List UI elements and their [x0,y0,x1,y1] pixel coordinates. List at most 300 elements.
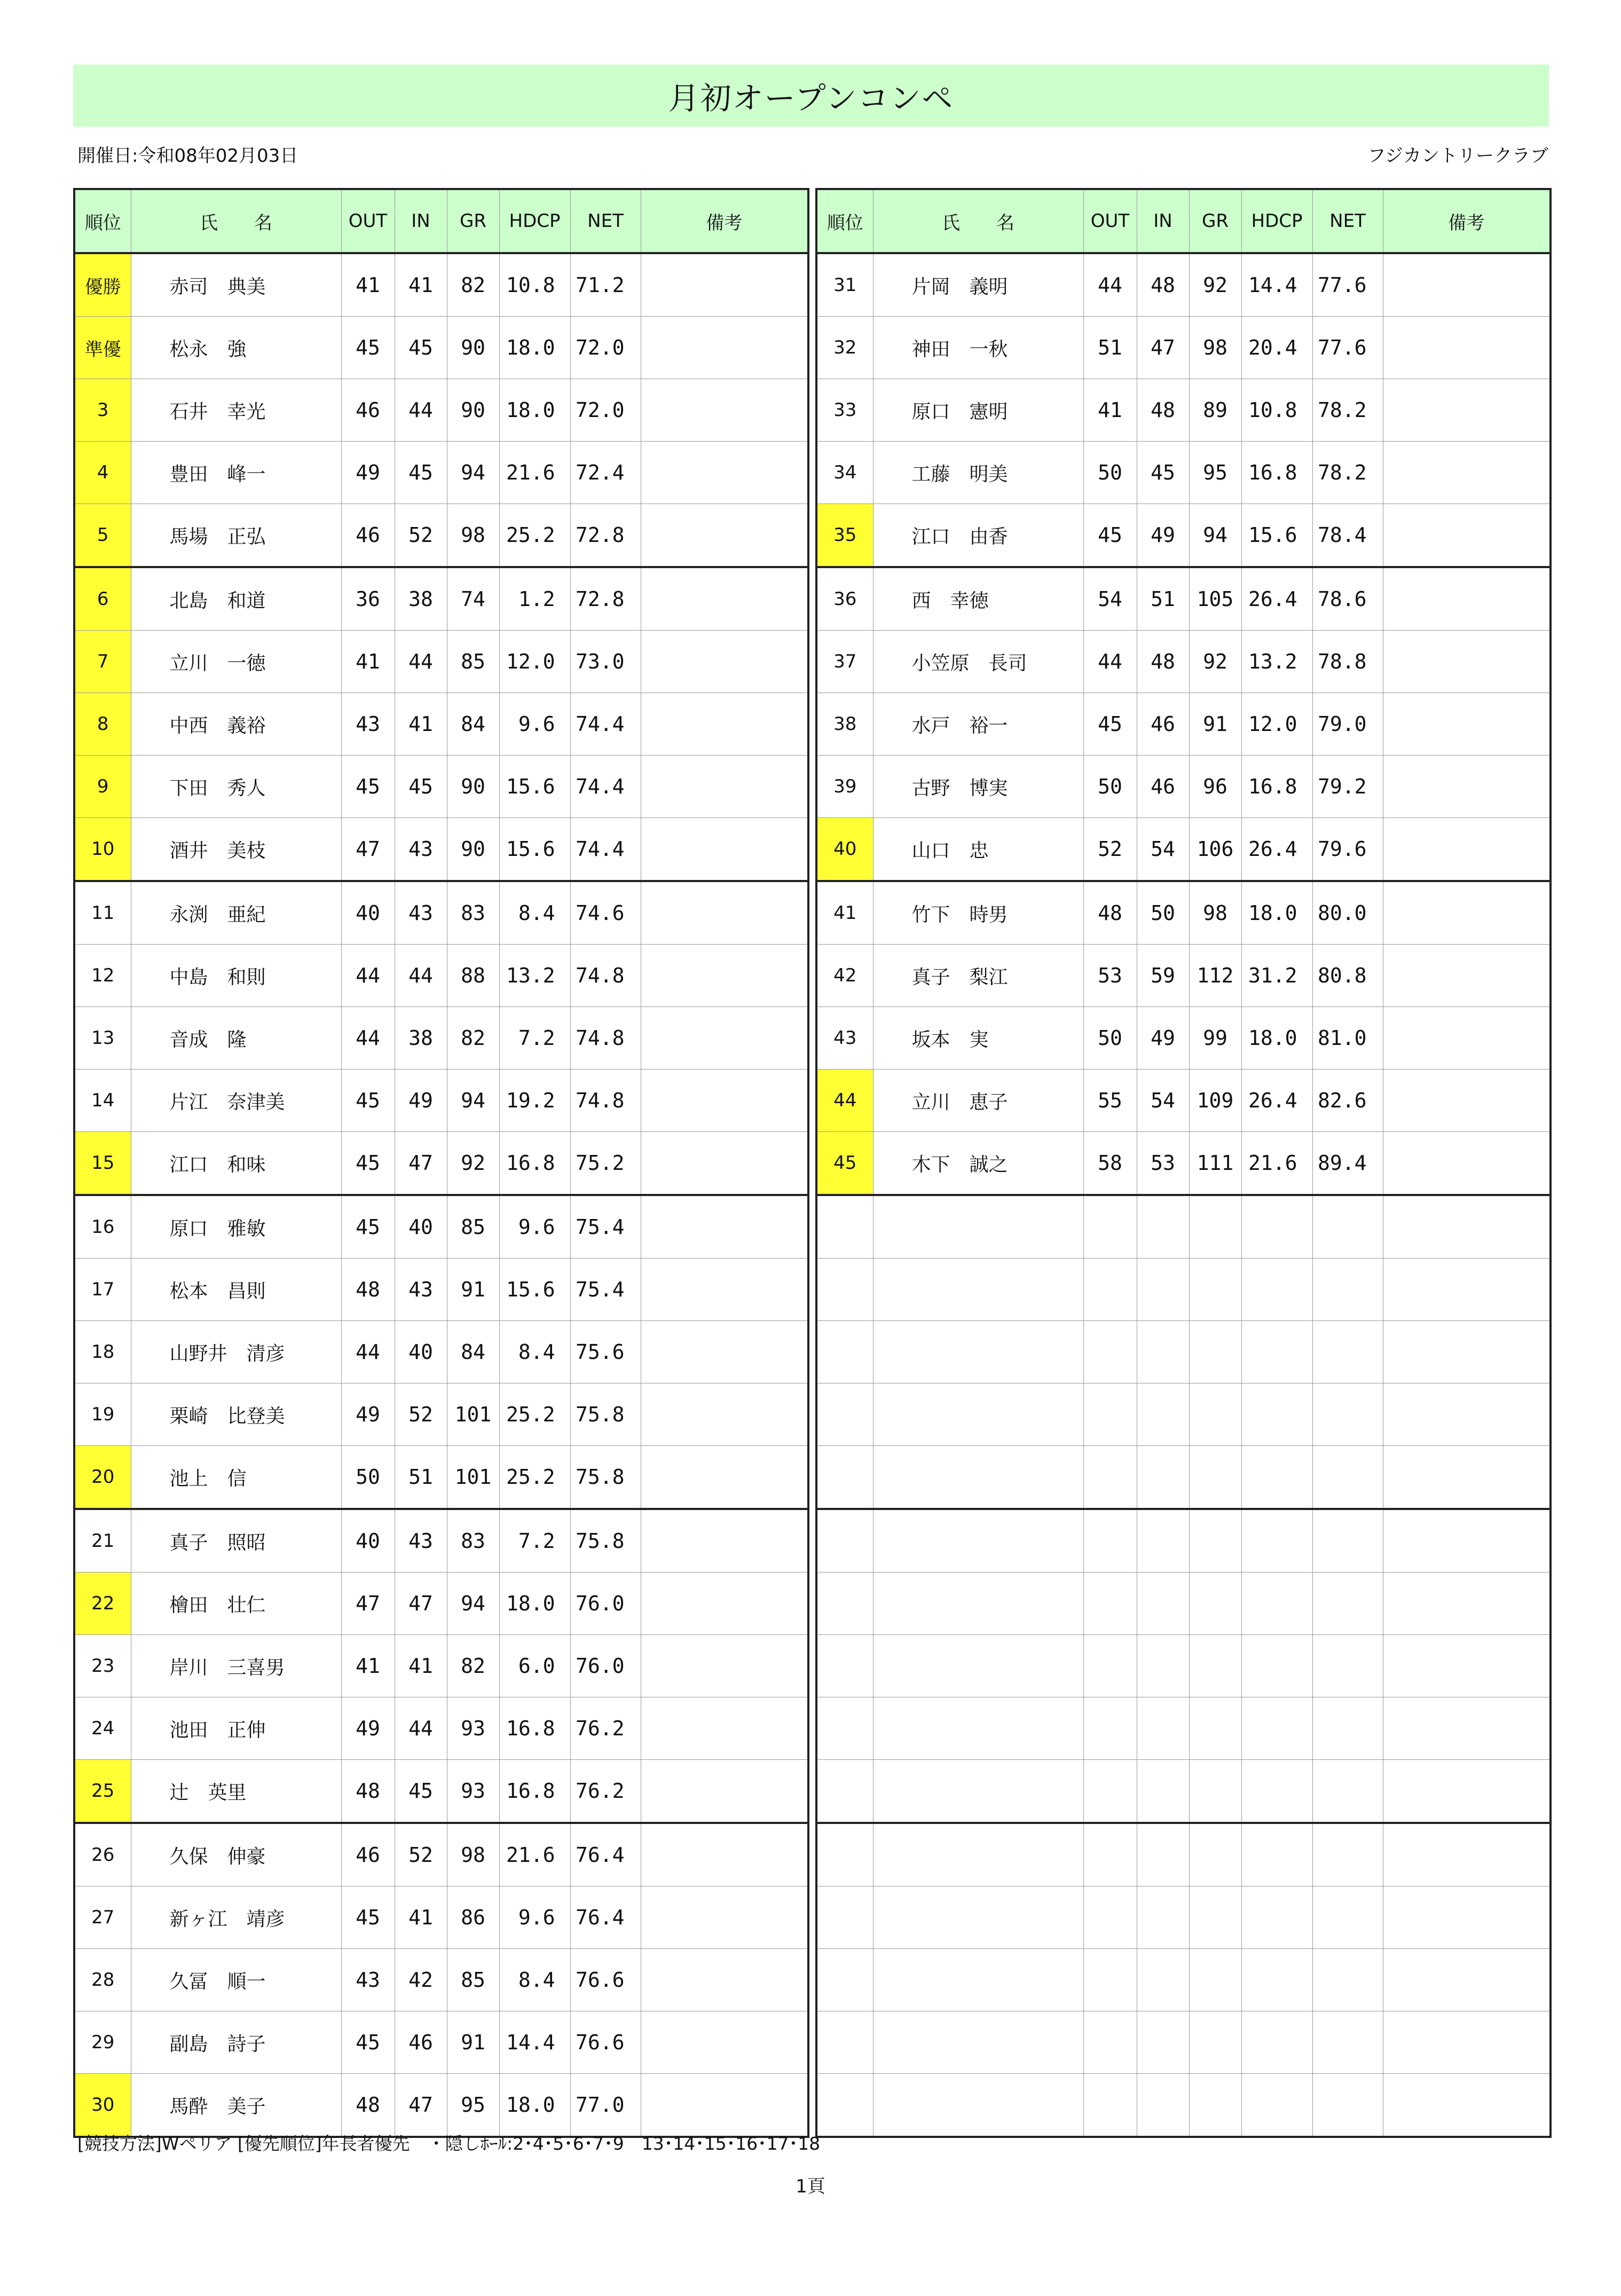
note-cell [641,1949,808,2011]
rank-cell: 5 [74,504,131,568]
in-score-cell: 46 [1137,756,1189,818]
in-score-cell: 48 [1137,379,1189,442]
player-name-cell [873,1446,1083,1509]
net-score-cell: 72.8 [570,504,641,568]
rank-cell: 36 [816,567,873,631]
gross-score-cell: 95 [447,2074,499,2137]
rank-cell: 10 [74,818,131,882]
table-row [74,631,808,693]
rank-cell: 27 [74,1886,131,1949]
gross-score-cell: 90 [447,317,499,379]
table-row [816,945,1551,1007]
out-score-cell [1083,1949,1137,2011]
player-name-cell: 中西 義裕 [131,693,341,756]
in-score-cell: 47 [395,1572,447,1635]
net-score-cell [1312,1509,1383,1572]
handicap-cell: 10.8 [499,253,570,317]
empty-table-row [816,1195,1551,1259]
handicap-cell: 15.6 [499,756,570,818]
player-name-cell: 小笠原 長司 [873,631,1083,693]
note-cell [1383,2011,1551,2074]
rank-cell: 45 [816,1132,873,1196]
gross-score-cell [1189,1383,1241,1446]
gross-score-cell: 90 [447,756,499,818]
player-name-cell: 豊田 峰一 [131,442,341,504]
out-score-cell: 58 [1083,1132,1137,1196]
in-score-cell: 51 [1137,567,1189,631]
out-score-cell: 41 [341,253,395,317]
out-score-cell: 41 [341,1635,395,1697]
gross-score-cell [1189,2074,1241,2137]
net-score-cell [1312,1195,1383,1259]
in-score-cell [1137,1446,1189,1509]
out-score-cell: 53 [1083,945,1137,1007]
gross-score-cell: 83 [447,1509,499,1572]
table-row [74,1760,808,1823]
table-row [74,1949,808,2011]
net-score-cell [1312,1259,1383,1321]
gross-score-cell: 98 [447,1823,499,1886]
gross-score-cell: 91 [447,1259,499,1321]
gross-score-cell: 93 [447,1697,499,1760]
player-name-cell: 片岡 義明 [873,253,1083,317]
out-score-cell: 45 [1083,693,1137,756]
player-name-cell [873,1572,1083,1635]
in-score-cell: 45 [395,317,447,379]
in-score-cell: 44 [395,945,447,1007]
note-cell [641,1132,808,1196]
player-name-cell: 江口 由香 [873,504,1083,568]
handicap-cell [1241,1509,1312,1572]
empty-table-row [816,1383,1551,1446]
rank-cell: 42 [816,945,873,1007]
col-in-header: IN [395,189,447,253]
out-score-cell: 49 [341,442,395,504]
in-score-cell: 41 [395,693,447,756]
empty-table-row [816,1823,1551,1886]
out-score-cell [1083,1446,1137,1509]
rank-cell: 33 [816,379,873,442]
note-cell [641,756,808,818]
results-body-right [816,253,1551,2137]
gross-score-cell [1189,1446,1241,1509]
table-row [74,1446,808,1509]
col-name-header: 氏 名 [873,189,1083,253]
note-cell [1383,945,1551,1007]
handicap-cell: 26.4 [1241,818,1312,882]
net-score-cell: 79.6 [1312,818,1383,882]
col-note-header: 備考 [1383,189,1551,253]
note-cell [641,1070,808,1132]
in-score-cell: 53 [1137,1132,1189,1196]
note-cell [1383,2074,1551,2137]
col-hdcp-header: HDCP [1241,189,1312,253]
handicap-cell [1241,1383,1312,1446]
table-row [74,1886,808,1949]
note-cell [641,1760,808,1823]
player-name-cell: 石井 幸光 [131,379,341,442]
rank-cell: 24 [74,1697,131,1760]
rank-cell: 17 [74,1259,131,1321]
table-row [816,631,1551,693]
net-score-cell [1312,1760,1383,1823]
out-score-cell: 52 [1083,818,1137,882]
table-row [816,442,1551,504]
handicap-cell: 14.4 [499,2011,570,2074]
handicap-cell: 16.8 [1241,442,1312,504]
table-row [74,1509,808,1572]
net-score-cell: 75.8 [570,1509,641,1572]
net-score-cell [1312,2011,1383,2074]
note-cell [641,1635,808,1697]
table-row [74,379,808,442]
rank-cell: 6 [74,567,131,631]
rank-cell: 22 [74,1572,131,1635]
rank-cell: 優勝 [74,253,131,317]
net-score-cell: 78.2 [1312,379,1383,442]
rank-cell: 35 [816,504,873,568]
note-cell [1383,1383,1551,1446]
net-score-cell: 78.6 [1312,567,1383,631]
player-name-cell [873,1823,1083,1886]
player-name-cell: 副島 詩子 [131,2011,341,2074]
gross-score-cell: 84 [447,1321,499,1383]
net-score-cell [1312,1446,1383,1509]
empty-table-row [816,1697,1551,1760]
out-score-cell: 45 [341,1195,395,1259]
rank-cell: 4 [74,442,131,504]
player-name-cell: 北島 和道 [131,567,341,631]
results-body-left [74,253,808,2137]
handicap-cell: 15.6 [1241,504,1312,568]
note-cell [1383,1572,1551,1635]
out-score-cell: 48 [341,1760,395,1823]
in-score-cell [1137,1949,1189,2011]
in-score-cell [1137,1259,1189,1321]
in-score-cell: 45 [395,756,447,818]
net-score-cell: 73.0 [570,631,641,693]
rank-cell [816,1697,873,1760]
gross-score-cell [1189,1509,1241,1572]
table-row [74,1007,808,1070]
rank-cell: 31 [816,253,873,317]
rank-cell [816,2011,873,2074]
table-row [74,1259,808,1321]
player-name-cell: 木下 誠之 [873,1132,1083,1196]
gross-score-cell: 98 [1189,881,1241,945]
rank-cell: 38 [816,693,873,756]
col-out-header: OUT [1083,189,1137,253]
in-score-cell: 48 [1137,631,1189,693]
player-name-cell: 片江 奈津美 [131,1070,341,1132]
table-row [74,442,808,504]
empty-table-row [816,1259,1551,1321]
gross-score-cell: 86 [447,1886,499,1949]
table-row [816,317,1551,379]
player-name-cell [873,1949,1083,2011]
rank-cell: 32 [816,317,873,379]
player-name-cell: 酒井 美枝 [131,818,341,882]
net-score-cell: 74.6 [570,881,641,945]
page-number: 1頁 [796,2176,825,2197]
gross-score-cell: 74 [447,567,499,631]
out-score-cell: 48 [341,2074,395,2137]
col-in-header: IN [1137,189,1189,253]
net-score-cell: 78.2 [1312,442,1383,504]
player-name-cell: 松本 昌則 [131,1259,341,1321]
gross-score-cell: 101 [447,1446,499,1509]
gross-score-cell: 82 [447,1007,499,1070]
club-name: フジカントリークラブ [1367,145,1548,167]
net-score-cell: 81.0 [1312,1007,1383,1070]
handicap-cell: 19.2 [499,1070,570,1132]
note-cell [1383,1635,1551,1697]
gross-score-cell [1189,1321,1241,1383]
player-name-cell: 赤司 典美 [131,253,341,317]
handicap-cell: 18.0 [499,317,570,379]
handicap-cell [1241,2011,1312,2074]
in-score-cell: 41 [395,253,447,317]
note-cell [641,504,808,568]
out-score-cell [1083,1383,1137,1446]
note-cell [1383,1949,1551,2011]
table-row [74,1572,808,1635]
table-row [74,693,808,756]
net-score-cell: 76.4 [570,1886,641,1949]
rank-cell: 18 [74,1321,131,1383]
out-score-cell: 40 [341,1509,395,1572]
handicap-cell [1241,1321,1312,1383]
rank-cell: 3 [74,379,131,442]
note-cell [641,1007,808,1070]
net-score-cell: 72.4 [570,442,641,504]
empty-table-row [816,1509,1551,1572]
player-name-cell: 久冨 順一 [131,1949,341,2011]
net-score-cell: 75.2 [570,1132,641,1196]
player-name-cell: 神田 一秋 [873,317,1083,379]
handicap-cell: 18.0 [1241,1007,1312,1070]
note-cell [1383,504,1551,568]
gross-score-cell [1189,1635,1241,1697]
event-date: 開催日:令和08年02月03日 [77,145,298,167]
handicap-cell: 21.6 [499,442,570,504]
net-score-cell: 80.0 [1312,881,1383,945]
net-score-cell [1312,1823,1383,1886]
player-name-cell: 江口 和味 [131,1132,341,1196]
in-score-cell [1137,1572,1189,1635]
handicap-cell: 15.6 [499,1259,570,1321]
gross-score-cell: 94 [1189,504,1241,568]
out-score-cell: 44 [341,945,395,1007]
player-name-cell: 真子 梨江 [873,945,1083,1007]
net-score-cell: 80.8 [1312,945,1383,1007]
player-name-cell: 山野井 清彦 [131,1321,341,1383]
rank-cell: 41 [816,881,873,945]
rank-cell: 34 [816,442,873,504]
handicap-cell: 15.6 [499,818,570,882]
gross-score-cell: 112 [1189,945,1241,1007]
in-score-cell [1137,1635,1189,1697]
rank-cell: 21 [74,1509,131,1572]
gross-score-cell: 98 [1189,317,1241,379]
out-score-cell [1083,2074,1137,2137]
empty-table-row [816,1760,1551,1823]
gross-score-cell: 92 [1189,253,1241,317]
table-row [816,756,1551,818]
rank-cell [816,1886,873,1949]
player-name-cell: 中島 和則 [131,945,341,1007]
handicap-cell [1241,1949,1312,2011]
out-score-cell: 54 [1083,567,1137,631]
gross-score-cell: 85 [447,631,499,693]
in-score-cell: 48 [1137,253,1189,317]
out-score-cell: 45 [341,1132,395,1196]
note-cell [1383,1259,1551,1321]
col-out-header: OUT [341,189,395,253]
rank-cell: 39 [816,756,873,818]
table-row [74,1823,808,1886]
gross-score-cell: 92 [447,1132,499,1196]
gross-score-cell: 90 [447,379,499,442]
player-name-cell: 檜田 壮仁 [131,1572,341,1635]
player-name-cell: 水戸 裕一 [873,693,1083,756]
handicap-cell: 8.4 [499,1321,570,1383]
player-name-cell: 原口 憲明 [873,379,1083,442]
net-score-cell: 75.6 [570,1321,641,1383]
table-header-row [816,189,1551,253]
gross-score-cell: 91 [1189,693,1241,756]
table-row [74,567,808,631]
out-score-cell [1083,1572,1137,1635]
net-score-cell: 74.8 [570,1007,641,1070]
player-name-cell: 竹下 時男 [873,881,1083,945]
player-name-cell [873,1509,1083,1572]
table-row [816,253,1551,317]
col-hdcp-header: HDCP [499,189,570,253]
in-score-cell: 46 [1137,693,1189,756]
handicap-cell [1241,1886,1312,1949]
net-score-cell: 79.0 [1312,693,1383,756]
rank-cell: 13 [74,1007,131,1070]
in-score-cell: 50 [1137,881,1189,945]
note-cell [1383,756,1551,818]
rank-cell [816,1446,873,1509]
col-net-header: NET [1312,189,1383,253]
gross-score-cell: 91 [447,2011,499,2074]
out-score-cell [1083,1697,1137,1760]
handicap-cell: 9.6 [499,693,570,756]
handicap-cell [1241,2074,1312,2137]
net-score-cell: 89.4 [1312,1132,1383,1196]
in-score-cell: 46 [395,2011,447,2074]
note-cell [641,1195,808,1259]
player-name-cell [873,1259,1083,1321]
in-score-cell: 45 [395,442,447,504]
player-name-cell [873,2011,1083,2074]
empty-table-row [816,1446,1551,1509]
out-score-cell: 43 [341,693,395,756]
handicap-cell: 26.4 [1241,1070,1312,1132]
net-score-cell: 72.0 [570,317,641,379]
out-score-cell: 46 [341,379,395,442]
gross-score-cell [1189,1760,1241,1823]
out-score-cell: 48 [341,1259,395,1321]
gross-score-cell: 93 [447,1760,499,1823]
player-name-cell: 山口 忠 [873,818,1083,882]
out-score-cell: 46 [341,1823,395,1886]
net-score-cell: 76.6 [570,1949,641,2011]
net-score-cell: 76.2 [570,1697,641,1760]
out-score-cell [1083,1886,1137,1949]
gross-score-cell: 111 [1189,1132,1241,1196]
note-cell [1383,253,1551,317]
handicap-cell: 6.0 [499,1635,570,1697]
net-score-cell: 75.4 [570,1259,641,1321]
table-row [816,1132,1551,1196]
rank-cell: 16 [74,1195,131,1259]
col-gr-header: GR [1189,189,1241,253]
in-score-cell: 41 [395,1886,447,1949]
rank-cell [816,1949,873,2011]
net-score-cell [1312,2074,1383,2137]
gross-score-cell: 106 [1189,818,1241,882]
handicap-cell: 18.0 [1241,881,1312,945]
in-score-cell: 52 [395,1823,447,1886]
col-note-header: 備考 [641,189,808,253]
note-cell [1383,631,1551,693]
out-score-cell: 49 [341,1697,395,1760]
out-score-cell: 41 [1083,379,1137,442]
handicap-cell: 7.2 [499,1007,570,1070]
in-score-cell [1137,1823,1189,1886]
in-score-cell: 38 [395,567,447,631]
player-name-cell: 原口 雅敏 [131,1195,341,1259]
empty-table-row [816,1635,1551,1697]
net-score-cell: 74.8 [570,1070,641,1132]
gross-score-cell [1189,1572,1241,1635]
handicap-cell: 16.8 [499,1132,570,1196]
in-score-cell: 49 [1137,504,1189,568]
note-cell [641,379,808,442]
rank-cell: 11 [74,881,131,945]
note-cell [641,317,808,379]
net-score-cell: 75.8 [570,1446,641,1509]
in-score-cell: 49 [395,1070,447,1132]
handicap-cell: 18.0 [499,379,570,442]
rank-cell [816,1760,873,1823]
handicap-cell [1241,1195,1312,1259]
note-cell [641,1259,808,1321]
net-score-cell: 71.2 [570,253,641,317]
empty-table-row [816,2074,1551,2137]
gross-score-cell [1189,1259,1241,1321]
table-row [74,945,808,1007]
rank-cell: 37 [816,631,873,693]
competition-rules-note: [競技方法]Wペリア [優先順位]年長者優先 ・隠しﾎｰﾙ:2･4･5･6･7･9 13･14･15･16･17･18 [77,2133,821,2154]
table-row [816,1007,1551,1070]
player-name-cell [873,1383,1083,1446]
net-score-cell: 82.6 [1312,1070,1383,1132]
handicap-cell: 10.8 [1241,379,1312,442]
in-score-cell: 44 [395,631,447,693]
in-score-cell: 47 [395,2074,447,2137]
in-score-cell: 44 [395,1697,447,1760]
handicap-cell: 21.6 [1241,1132,1312,1196]
rank-cell [816,2074,873,2137]
table-row [74,756,808,818]
rank-cell: 44 [816,1070,873,1132]
table-row [816,379,1551,442]
